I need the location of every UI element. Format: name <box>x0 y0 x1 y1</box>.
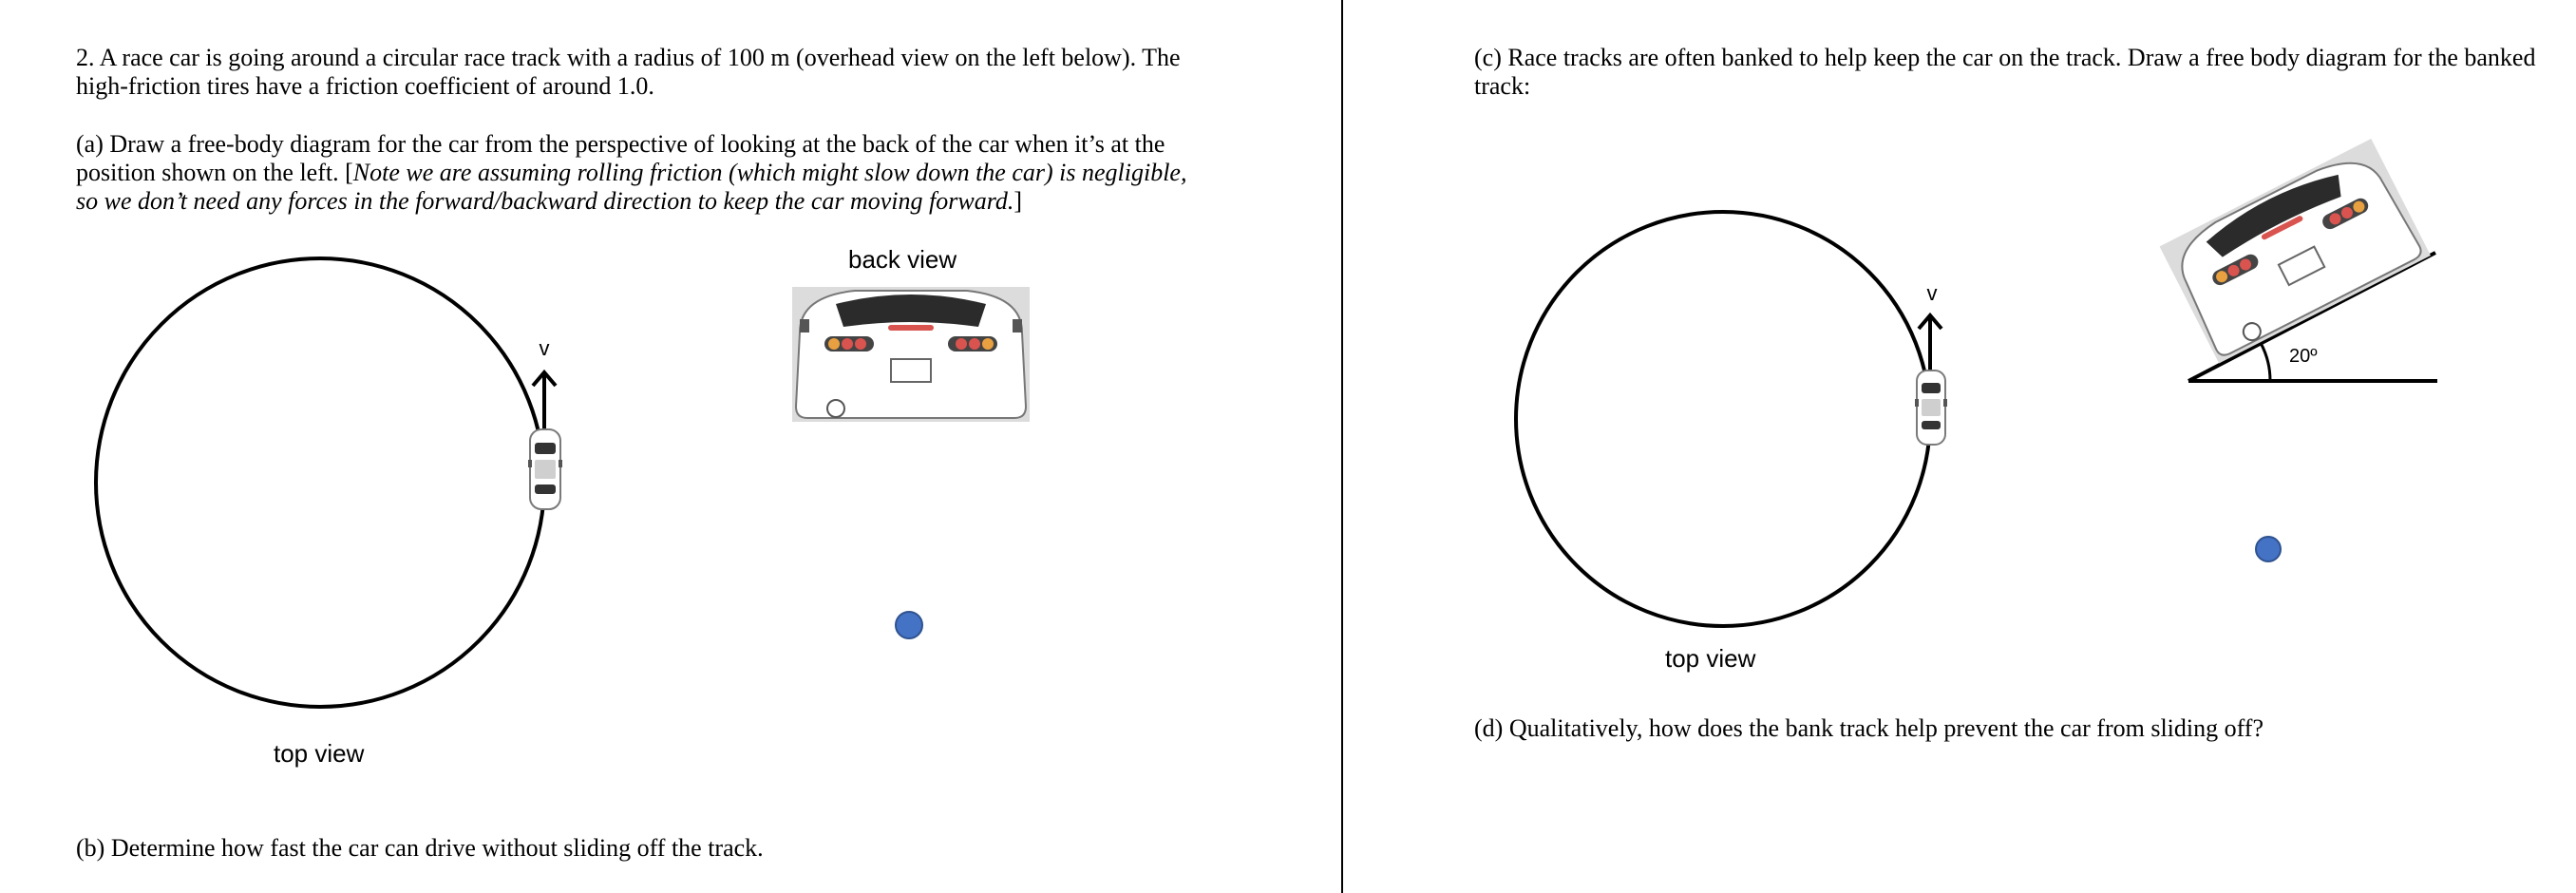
back-view-label: back view <box>848 245 957 274</box>
part-a-line-2-italic: Note we are assuming rolling friction (which might slow down the car) is negligible, <box>352 159 1187 186</box>
part-a-line-2-plain: position shown on the left. [ <box>76 159 353 186</box>
angle-label: 20º <box>2289 346 2318 367</box>
car-back-view-icon <box>792 287 1030 422</box>
intro-line-2: high-friction tires have a friction coefficient of around 1.0. <box>76 72 654 100</box>
part-a-line-1: (a) Draw a free-body diagram for the car from the perspective of looking at the back of the car when it’s at the <box>76 130 1165 158</box>
car-top-view-icon <box>1915 370 1947 445</box>
car-top-view-icon <box>528 429 562 509</box>
part-a-line-3-italic: so we don’t need any forces in the forward/backward direction to keep the car moving forward. <box>76 187 1014 215</box>
velocity-label: v <box>1926 281 1938 305</box>
intro-line-1: 2. A race car is going around a circular race track with a radius of 100 m (overhead view on the left below). The <box>76 44 1181 71</box>
track-circle <box>1516 212 1930 626</box>
top-view-label: top view <box>274 739 365 768</box>
part-c-line-1: (c) Race tracks are often banked to help keep the car on the track. Draw a free body diagram for the banked <box>1474 44 2536 71</box>
force-point-dot <box>2256 537 2281 561</box>
track-circle <box>96 258 544 707</box>
part-a-line-3-plain: ] <box>1013 187 1023 215</box>
part-d-text: (d) Qualitatively, how does the bank track help prevent the car from sliding off? <box>1474 714 2264 742</box>
part-b-text: (b) Determine how fast the car can drive without sliding off the track. <box>76 834 764 862</box>
right-page <box>1343 0 2576 893</box>
car-banked-icon <box>2160 139 2431 363</box>
right-figure <box>1343 0 2576 893</box>
velocity-label: v <box>539 336 550 360</box>
force-point-dot <box>896 612 922 638</box>
part-c-line-2: track: <box>1474 72 1531 100</box>
top-view-label: top view <box>1665 644 1756 673</box>
